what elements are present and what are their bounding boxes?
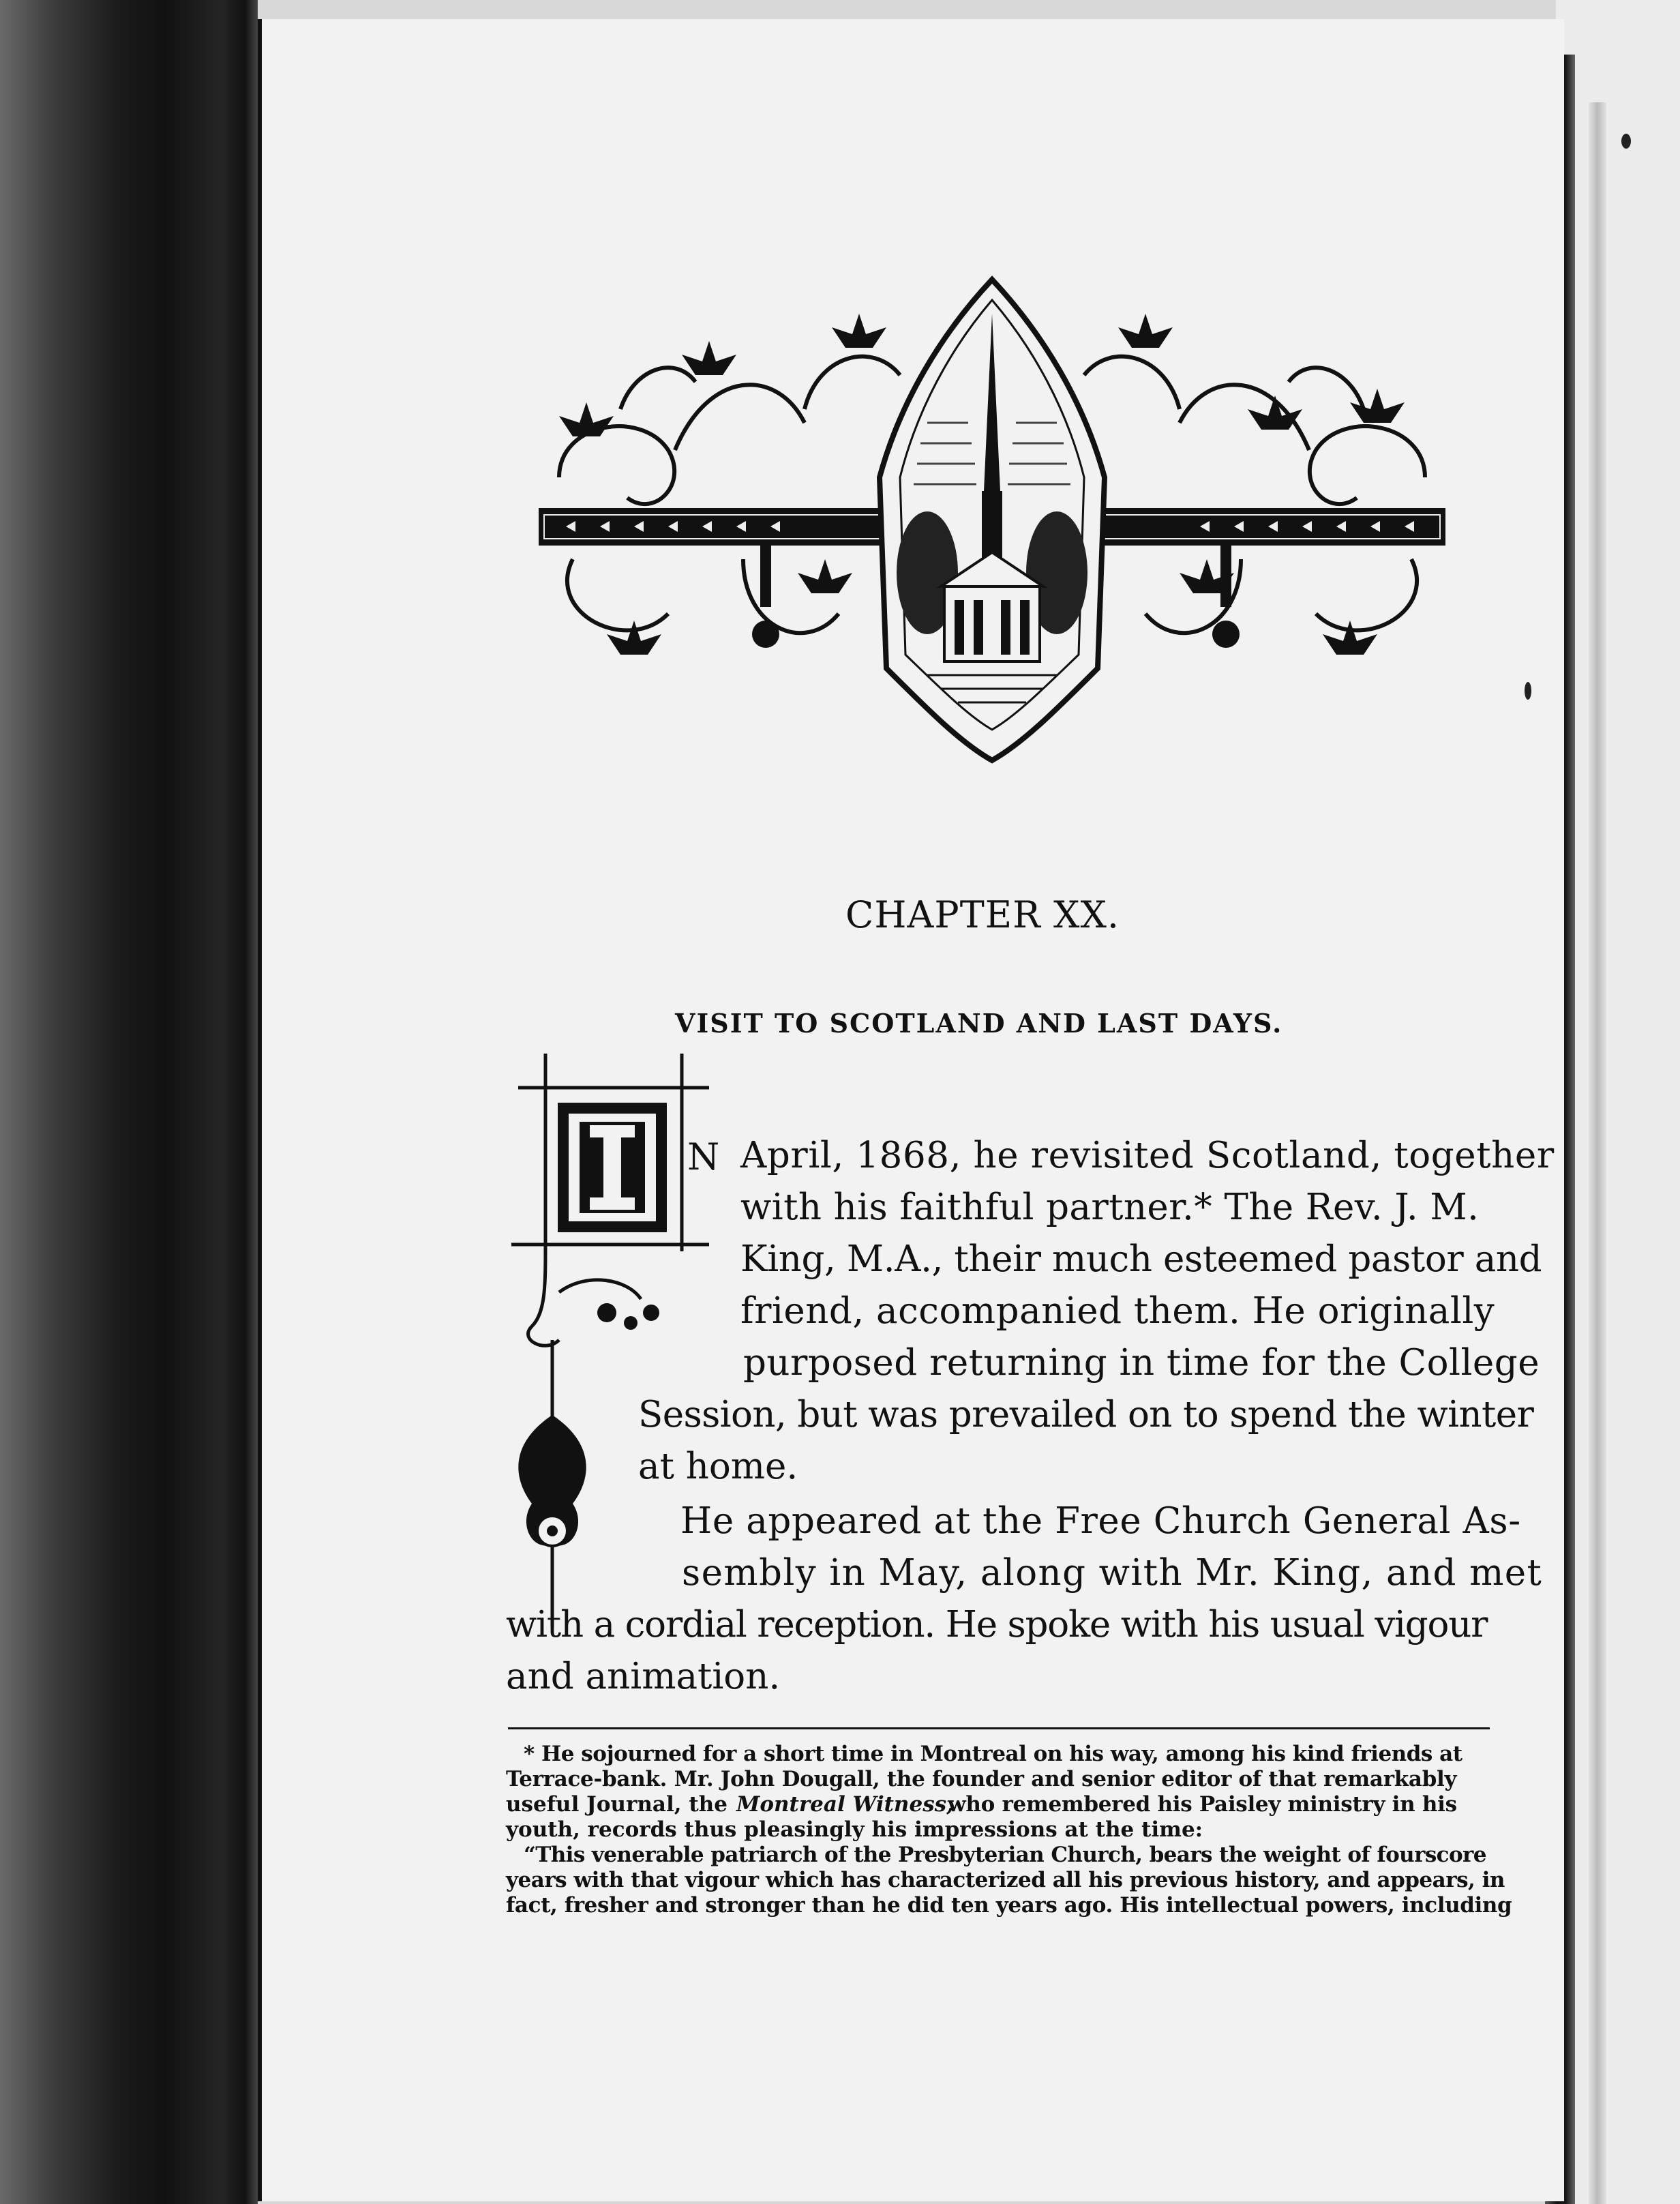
body-line: He appeared at the Free Church General As- xyxy=(680,1500,1521,1542)
ornamental-initial-letter xyxy=(505,1054,716,1633)
footnote-line: fact, fresher and stronger than he did ten years ago. His intellectual powers, including xyxy=(506,1893,1512,1918)
footnote-separator xyxy=(508,1727,1490,1729)
footnote-journal-title: Montreal Witness, xyxy=(736,1792,954,1817)
body-line: April, 1868, he revisited Scotland, together xyxy=(740,1135,1555,1176)
footnote-line: Terrace-bank. Mr. John Dougall, the founder and senior editor of that remarkably xyxy=(506,1767,1457,1791)
body-line: purposed returning in time for the College xyxy=(743,1342,1540,1384)
body-line: King, M.A., their much esteemed pastor and xyxy=(740,1238,1542,1280)
footnote-line: “This venerable patriarch of the Presbyterian Church, bears the weight of fourscore xyxy=(524,1843,1486,1867)
body-line: and animation. xyxy=(506,1656,781,1697)
facing-page-shadow xyxy=(1589,102,1606,2204)
page-gutter-shadow xyxy=(225,0,258,2204)
drop-cap-following-letter: N xyxy=(687,1135,720,1178)
body-line: at home. xyxy=(638,1446,798,1487)
footnote-line: years with that vigour which has characterized all his previous history, and appears, in xyxy=(506,1868,1505,1892)
church-headpiece-ornament xyxy=(518,273,1466,764)
chapter-title: CHAPTER XX. xyxy=(845,893,1120,936)
scan-speck xyxy=(1525,682,1531,700)
body-line: sembly in May, along with Mr. King, and met xyxy=(682,1552,1543,1594)
footnote-line: * He sojourned for a short time in Montreal on his way, among his kind friends at xyxy=(524,1742,1462,1766)
scan-speck xyxy=(1621,134,1631,149)
chapter-subtitle: VISIT TO SCOTLAND AND LAST DAYS. xyxy=(675,1008,1283,1039)
footnote-line: who remembered his Paisley ministry in his xyxy=(948,1792,1457,1817)
book-spine xyxy=(0,0,258,2204)
footnote-line: useful Journal, the xyxy=(506,1792,728,1817)
body-line: with his faithful partner.* The Rev. J. M. xyxy=(740,1187,1480,1228)
body-line: with a cordial reception. He spoke with his usual vigour xyxy=(506,1604,1488,1645)
body-line: friend, accompanied them. He originally xyxy=(740,1290,1495,1332)
body-line: Session, but was prevailed on to spend the winter xyxy=(638,1394,1534,1435)
footnote-line xyxy=(736,1794,954,1815)
footnote-line: youth, records thus pleasingly his impressions at the time: xyxy=(506,1817,1203,1842)
